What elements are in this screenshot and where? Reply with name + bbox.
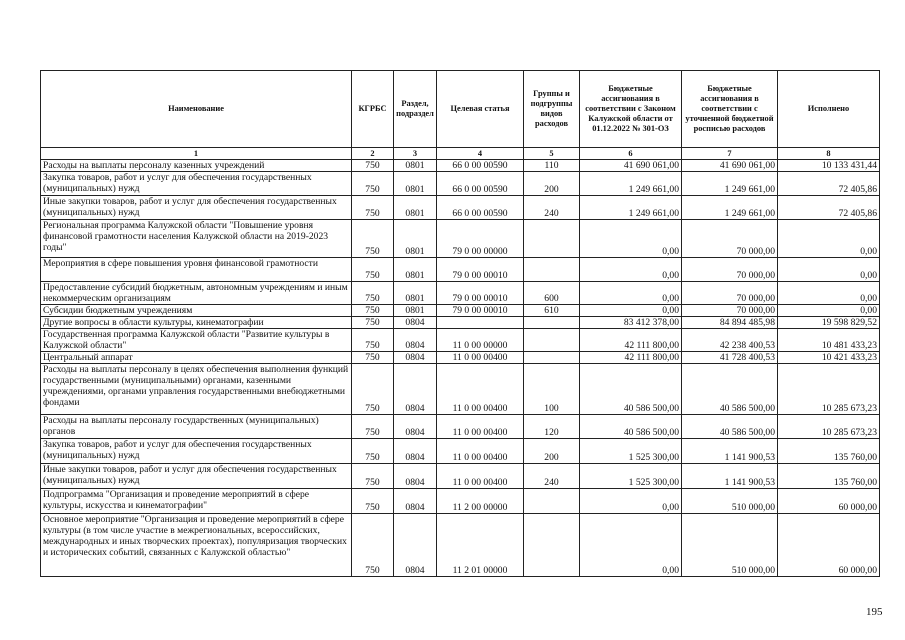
row-law-allocation: 0,00: [580, 220, 682, 258]
row-roster-allocation: 510 000,00: [682, 489, 778, 514]
table-row: [41, 489, 880, 514]
row-target: 66 0 00 00590: [437, 196, 524, 220]
column-number: 4: [437, 148, 524, 160]
table-body: [41, 160, 880, 577]
row-roster-allocation: 40 586 500,00: [682, 415, 778, 439]
row-target: 11 0 00 00400: [437, 464, 524, 489]
row-section: 0804: [394, 415, 437, 439]
header-groups: Группы и подгруппы видов расходов: [524, 71, 580, 148]
row-executed: 10 285 673,23: [778, 364, 880, 415]
table-row: [41, 258, 880, 282]
column-number: 5: [524, 148, 580, 160]
row-target: [437, 317, 524, 329]
row-expense-group: [524, 317, 580, 329]
header-target: Целевая статья: [437, 71, 524, 148]
row-roster-allocation: 1 249 661,00: [682, 196, 778, 220]
header-law-allocation: Бюджетные ассигнования в соответствии с Законом Калужской области от 01.12.2022 № 301-ОЗ: [580, 71, 682, 148]
row-roster-allocation: 1 141 900,53: [682, 439, 778, 464]
row-kgrbs: 750: [352, 415, 394, 439]
row-expense-group: 600: [524, 282, 580, 305]
row-executed: 60 000,00: [778, 514, 880, 577]
header-roster-allocation: Бюджетные ассигнования в соответствии с уточненной бюджетной росписью расходов: [682, 71, 778, 148]
row-law-allocation: 0,00: [580, 282, 682, 305]
table-row: [41, 172, 880, 196]
table-row: [41, 514, 880, 577]
column-number-row: [41, 148, 880, 160]
column-number: 6: [580, 148, 682, 160]
row-expense-group: 240: [524, 196, 580, 220]
row-expense-group: 110: [524, 160, 580, 172]
row-section: 0801: [394, 282, 437, 305]
row-name: Иные закупки товаров, работ и услуг для обеспечения государственных (муниципальных) нужд: [41, 196, 352, 220]
row-executed: 19 598 829,52: [778, 317, 880, 329]
table-row: [41, 282, 880, 305]
row-section: 0804: [394, 514, 437, 577]
column-number: 2: [352, 148, 394, 160]
row-law-allocation: 1 525 300,00: [580, 439, 682, 464]
row-name: Основное мероприятие "Организация и проведение мероприятий в сфере культуры (в том числе участие в межрегиональных, всероссийских, международных и иных творческих проектах), популяризация творческих и исторических событий, связанных с Калужской областью": [41, 514, 352, 577]
row-expense-group: [524, 514, 580, 577]
row-expense-group: 200: [524, 172, 580, 196]
row-name: Предоставление субсидий бюджетным, автономным учреждениям и иным некоммерческим организациям: [41, 282, 352, 305]
row-name: Расходы на выплаты персоналу в целях обеспечения выполнения функций государственными (муниципальными) органами, казенными учреждениями, органами управления государственными внебюджетными фондами: [41, 364, 352, 415]
row-name: Другие вопросы в области культуры, кинематографии: [41, 317, 352, 329]
row-section: 0801: [394, 160, 437, 172]
table-row: [41, 160, 880, 172]
row-kgrbs: 750: [352, 329, 394, 352]
row-expense-group: 610: [524, 305, 580, 317]
row-name: Иные закупки товаров, работ и услуг для обеспечения государственных (муниципальных) нужд: [41, 464, 352, 489]
row-section: 0801: [394, 305, 437, 317]
table-row: [41, 305, 880, 317]
table-row: [41, 220, 880, 258]
row-kgrbs: 750: [352, 172, 394, 196]
row-target: 11 0 00 00400: [437, 415, 524, 439]
row-executed: 72 405,86: [778, 196, 880, 220]
row-kgrbs: 750: [352, 364, 394, 415]
row-roster-allocation: 1 141 900,53: [682, 464, 778, 489]
row-executed: 72 405,86: [778, 172, 880, 196]
row-section: 0804: [394, 329, 437, 352]
budget-table: [40, 70, 880, 577]
table-row: [41, 464, 880, 489]
row-executed: 0,00: [778, 258, 880, 282]
row-name: Государственная программа Калужской области "Развитие культуры в Калужской области": [41, 329, 352, 352]
table-row: [41, 364, 880, 415]
row-expense-group: [524, 258, 580, 282]
row-name: Подпрограмма "Организация и проведение мероприятий в сфере культуры, искусства и кинематографии": [41, 489, 352, 514]
row-executed: 10 421 433,23: [778, 352, 880, 364]
row-kgrbs: 750: [352, 464, 394, 489]
table-row: [41, 415, 880, 439]
row-expense-group: [524, 352, 580, 364]
header-kgrbs: КГРБС: [352, 71, 394, 148]
row-law-allocation: 1 525 300,00: [580, 464, 682, 489]
row-section: 0804: [394, 364, 437, 415]
row-roster-allocation: 70 000,00: [682, 220, 778, 258]
table-row: [41, 352, 880, 364]
row-section: 0804: [394, 464, 437, 489]
row-target: 11 2 00 00000: [437, 489, 524, 514]
row-roster-allocation: 84 894 485,98: [682, 317, 778, 329]
row-executed: 0,00: [778, 220, 880, 258]
row-law-allocation: 41 690 061,00: [580, 160, 682, 172]
row-name: Закупка товаров, работ и услуг для обеспечения государственных (муниципальных) нужд: [41, 439, 352, 464]
row-section: 0804: [394, 489, 437, 514]
row-law-allocation: 40 586 500,00: [580, 364, 682, 415]
row-kgrbs: 750: [352, 305, 394, 317]
header-section: Раздел, подраздел: [394, 71, 437, 148]
row-kgrbs: 750: [352, 514, 394, 577]
row-expense-group: [524, 489, 580, 514]
column-number: 1: [41, 148, 352, 160]
row-name: Расходы на выплаты персоналу государственных (муниципальных) органов: [41, 415, 352, 439]
row-kgrbs: 750: [352, 317, 394, 329]
row-executed: 135 760,00: [778, 464, 880, 489]
row-target: 79 0 00 00000: [437, 220, 524, 258]
row-law-allocation: 0,00: [580, 258, 682, 282]
row-roster-allocation: 70 000,00: [682, 258, 778, 282]
row-kgrbs: 750: [352, 352, 394, 364]
row-law-allocation: 42 111 800,00: [580, 352, 682, 364]
row-roster-allocation: 41 690 061,00: [682, 160, 778, 172]
row-name: Расходы на выплаты персоналу казенных учреждений: [41, 160, 352, 172]
row-target: 11 0 00 00400: [437, 439, 524, 464]
row-executed: 10 133 431,44: [778, 160, 880, 172]
row-executed: 0,00: [778, 282, 880, 305]
row-name: Мероприятия в сфере повышения уровня финансовой грамотности: [41, 258, 352, 282]
row-roster-allocation: 40 586 500,00: [682, 364, 778, 415]
row-executed: 10 285 673,23: [778, 415, 880, 439]
row-target: 11 0 00 00400: [437, 364, 524, 415]
row-expense-group: 100: [524, 364, 580, 415]
row-law-allocation: 42 111 800,00: [580, 329, 682, 352]
row-law-allocation: 0,00: [580, 489, 682, 514]
row-law-allocation: 1 249 661,00: [580, 196, 682, 220]
row-section: 0801: [394, 258, 437, 282]
row-expense-group: 240: [524, 464, 580, 489]
row-kgrbs: 750: [352, 258, 394, 282]
row-expense-group: 120: [524, 415, 580, 439]
column-number: 3: [394, 148, 437, 160]
row-executed: 60 000,00: [778, 489, 880, 514]
row-law-allocation: 40 586 500,00: [580, 415, 682, 439]
row-law-allocation: 1 249 661,00: [580, 172, 682, 196]
row-kgrbs: 750: [352, 489, 394, 514]
column-number: 8: [778, 148, 880, 160]
table-row: [41, 317, 880, 329]
row-executed: 10 481 433,23: [778, 329, 880, 352]
row-target: 79 0 00 00010: [437, 282, 524, 305]
column-number: 7: [682, 148, 778, 160]
header-name: Наименование: [41, 71, 352, 148]
row-target: 66 0 00 00590: [437, 160, 524, 172]
table-row: [41, 329, 880, 352]
row-target: 79 0 00 00010: [437, 305, 524, 317]
row-kgrbs: 750: [352, 196, 394, 220]
row-roster-allocation: 42 238 400,53: [682, 329, 778, 352]
row-name: Центральный аппарат: [41, 352, 352, 364]
row-law-allocation: 83 412 378,00: [580, 317, 682, 329]
row-executed: 0,00: [778, 305, 880, 317]
row-law-allocation: 0,00: [580, 514, 682, 577]
row-target: 11 2 01 00000: [437, 514, 524, 577]
row-roster-allocation: 70 000,00: [682, 282, 778, 305]
row-section: 0804: [394, 439, 437, 464]
row-kgrbs: 750: [352, 220, 394, 258]
table-header-row: [41, 71, 880, 148]
row-expense-group: [524, 329, 580, 352]
row-kgrbs: 750: [352, 282, 394, 305]
row-executed: 135 760,00: [778, 439, 880, 464]
row-expense-group: [524, 220, 580, 258]
header-executed: Исполнено: [778, 71, 880, 148]
row-law-allocation: 0,00: [580, 305, 682, 317]
table-row: [41, 196, 880, 220]
row-roster-allocation: 1 249 661,00: [682, 172, 778, 196]
row-target: 66 0 00 00590: [437, 172, 524, 196]
row-section: 0801: [394, 196, 437, 220]
row-kgrbs: 750: [352, 160, 394, 172]
row-section: 0801: [394, 172, 437, 196]
row-name: Закупка товаров, работ и услуг для обеспечения государственных (муниципальных) нужд: [41, 172, 352, 196]
row-name: Субсидии бюджетным учреждениям: [41, 305, 352, 317]
row-target: 11 0 00 00000: [437, 329, 524, 352]
row-roster-allocation: 510 000,00: [682, 514, 778, 577]
page-number: 195: [866, 606, 883, 618]
row-target: 79 0 00 00010: [437, 258, 524, 282]
row-section: 0801: [394, 220, 437, 258]
row-name: Региональная программа Калужской области "Повышение уровня финансовой грамотности населения Калужской области на 2019-2023 годы": [41, 220, 352, 258]
row-roster-allocation: 41 728 400,53: [682, 352, 778, 364]
row-expense-group: 200: [524, 439, 580, 464]
row-roster-allocation: 70 000,00: [682, 305, 778, 317]
row-target: 11 0 00 00400: [437, 352, 524, 364]
row-section: 0804: [394, 352, 437, 364]
row-section: 0804: [394, 317, 437, 329]
row-kgrbs: 750: [352, 439, 394, 464]
table-row: [41, 439, 880, 464]
